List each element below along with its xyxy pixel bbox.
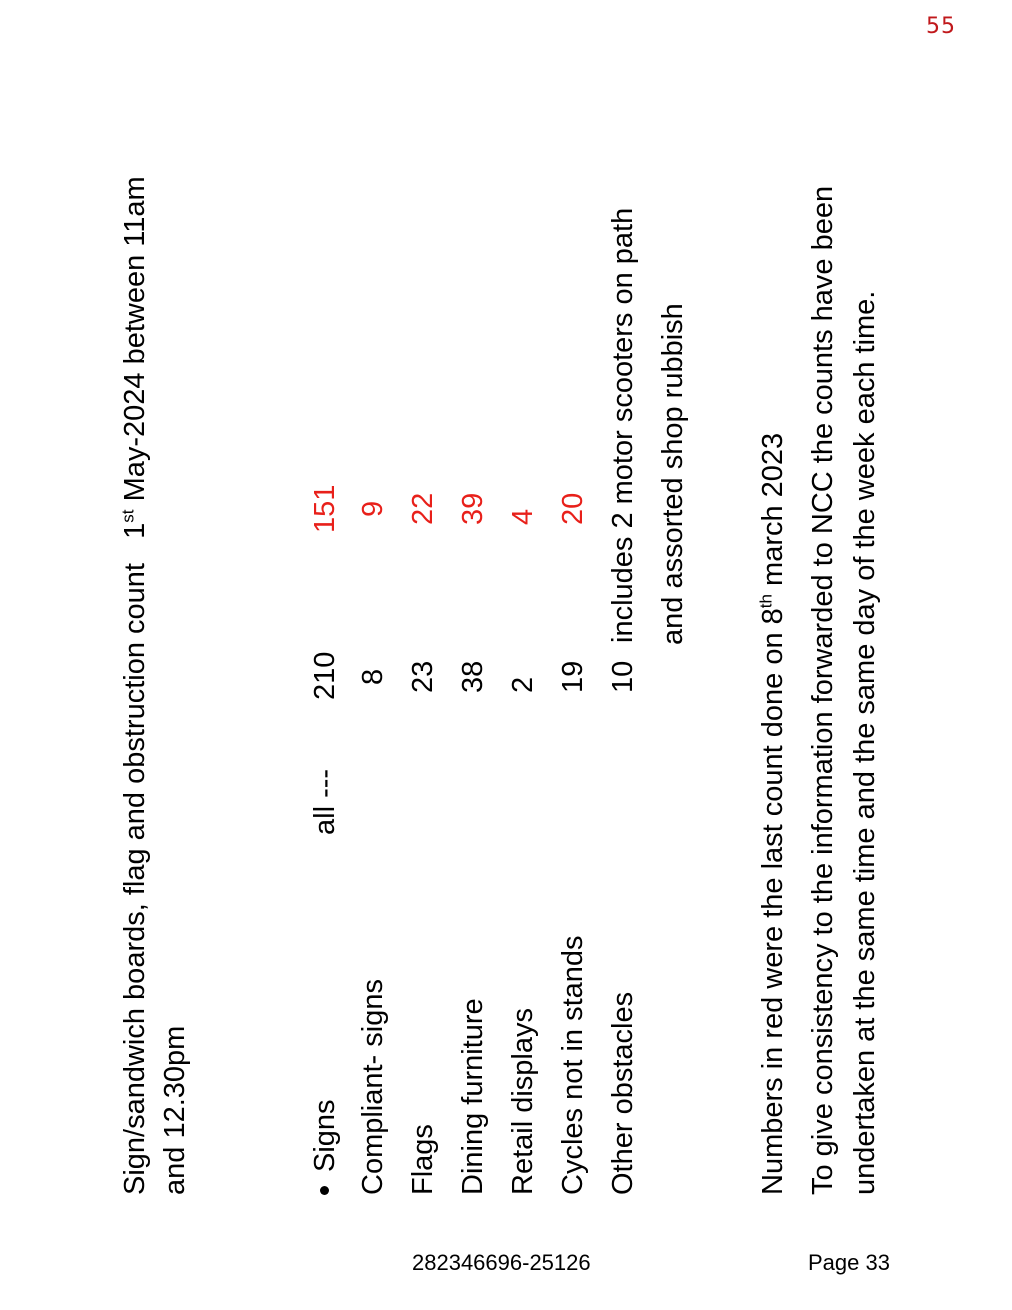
row-label: Flags: [407, 1124, 439, 1195]
row-label: Retail displays: [507, 1008, 539, 1195]
previous-count: 22: [407, 492, 439, 525]
current-count: 2: [507, 676, 539, 693]
previous-count: 20: [557, 492, 589, 525]
row-label: Compliant- signs: [357, 979, 389, 1195]
previous-count: 151: [309, 484, 341, 533]
row-comment: and assorted shop rubbish: [657, 303, 689, 645]
previous-count: 39: [457, 492, 489, 525]
current-count: 19: [557, 660, 589, 693]
footer-page-label: Page 33: [808, 1250, 890, 1275]
heading-line-2: and 12.30pm: [159, 1025, 191, 1195]
row-label: Cycles not in stands: [557, 935, 589, 1195]
row-comment: includes 2 motor scooters on path: [607, 207, 639, 643]
bullet-icon: [320, 1186, 329, 1195]
current-count: 210: [309, 651, 341, 700]
row-label: Other obstacles: [607, 991, 639, 1195]
current-count: 8: [357, 668, 389, 685]
row-label: Dining furniture: [457, 998, 489, 1195]
current-count: 38: [457, 660, 489, 693]
heading-line-1: Sign/sandwich boards, flag and obstruction count 1st May-2024 between 11am: [118, 176, 151, 1195]
consistency-line-2: undertaken at the same time and the same day of the week each time.: [849, 290, 881, 1195]
row-note: all ---: [309, 768, 341, 835]
current-count: 23: [407, 660, 439, 693]
document-id: 282346696-25126: [412, 1250, 591, 1275]
previous-count: 4: [507, 508, 539, 525]
previous-count: 9: [357, 500, 389, 517]
row-label: Signs: [308, 1099, 342, 1195]
page-number: 55: [926, 14, 956, 39]
consistency-line-1: To give consistency to the information forwarded to NCC the counts have been: [807, 185, 839, 1195]
footnote: Numbers in red were the last count done on 8th march 2023: [756, 432, 789, 1195]
rotated-content: [110, 135, 910, 1195]
current-count: 10: [607, 660, 639, 693]
